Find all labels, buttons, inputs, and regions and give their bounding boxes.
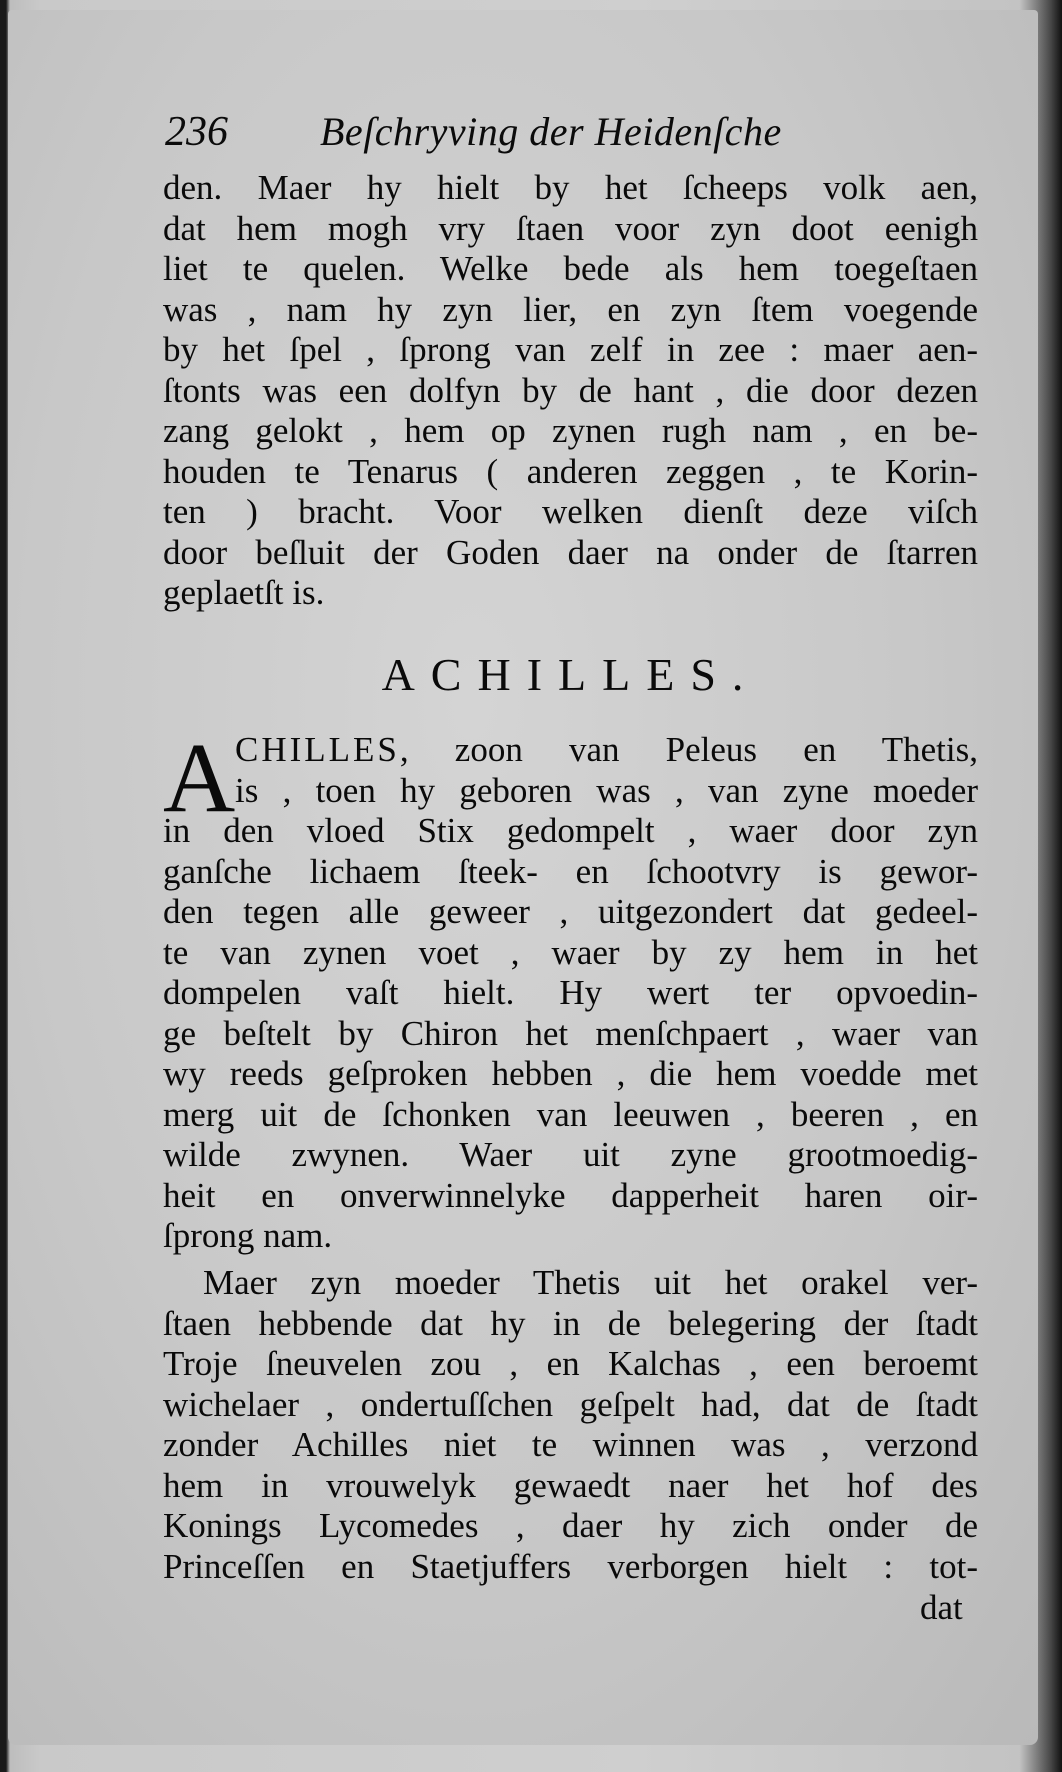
text-line: den. Maer hy hielt by het ſcheeps volk aen, xyxy=(163,168,978,207)
text-line: den tegen alle geweer , uitgezondert dat gedeel- xyxy=(163,892,978,931)
text-line: by het ſpel , ſprong van zelf in zee : maer aen- xyxy=(163,330,978,369)
text-line: was , nam hy zyn lier, en zyn ſtem voegende xyxy=(163,289,978,329)
text-line: ſtaen hebbende dat hy in de belegering der ſtadt xyxy=(163,1303,978,1343)
text-line: geplaetſt is. xyxy=(163,573,325,612)
first-line xyxy=(163,730,978,771)
catchword: dat xyxy=(920,1588,963,1627)
paragraph-continued xyxy=(163,168,978,614)
paragraph-achilles xyxy=(163,722,978,1257)
text-line: hem in vrouwelyk gewaedt naer het hof des xyxy=(163,1465,978,1505)
text-line: dat hem mogh vry ſtaen voor zyn doot eenigh xyxy=(163,208,978,248)
text-line: Konings Lycomedes , daer hy zich onder de xyxy=(163,1506,978,1545)
text-line: ten ) bracht. Voor welken dienſt deze viſch xyxy=(163,492,978,531)
drop-cap-initial: A xyxy=(163,722,236,833)
text-line: heit en onverwinnelyke dapperheit haren oir- xyxy=(163,1175,978,1215)
text-line: in den vloed Stix gedompelt , waer door zyn xyxy=(163,811,978,850)
text-line: dompelen vaſt hielt. Hy wert ter opvoedin- xyxy=(163,973,978,1012)
first-line-rest: , zoon van Peleus en Thetis, xyxy=(399,730,978,769)
text-line: ganſche lichaem ſteek- en ſchootvry is gewor- xyxy=(163,851,978,891)
text-line: Maer zyn moeder Thetis uit het orakel ver- xyxy=(203,1263,978,1302)
text-line: is , toen hy geboren was , van zyne moeder xyxy=(235,770,978,810)
text-line: wy reeds geſproken hebben , die hem voedde met xyxy=(163,1054,978,1093)
text-line: ſprong nam. xyxy=(163,1216,333,1255)
text-line: zonder Achilles niet te winnen was , verzond xyxy=(163,1425,978,1464)
text-line: merg uit de ſchonken van leeuwen , beeren , en xyxy=(163,1094,978,1134)
text-line: wichelaer , ondertuſſchen geſpelt had, dat de ſtadt xyxy=(163,1384,978,1424)
first-word-small-caps: CHILLES xyxy=(235,730,400,769)
paragraph-thetis xyxy=(163,1263,978,1587)
page-header xyxy=(165,108,985,164)
text-line: ge beſtelt by Chiron het menſchpaert , waer van xyxy=(163,1013,978,1053)
text-line: liet te quelen. Welke bede als hem toegeſtaen xyxy=(163,249,978,288)
text-line: Princeſſen en Staetjuffers verborgen hielt : tot- xyxy=(163,1546,978,1586)
section-title: ACHILLES. xyxy=(381,649,760,700)
text-line: houden te Tenarus ( anderen zeggen , te Korin- xyxy=(163,451,978,491)
text-line: zang gelokt , hem op zynen rugh nam , en be- xyxy=(163,411,978,450)
page-number: 236 xyxy=(165,109,228,155)
text-line: te van zynen voet , waer by zy hem in het xyxy=(163,932,978,972)
text-line: door beſluit der Goden daer na onder de ſtarren xyxy=(163,532,978,572)
text-line: wilde zwynen. Waer uit zyne grootmoedig- xyxy=(163,1135,978,1174)
running-head: Beſchryving der Heidenſche xyxy=(320,109,782,154)
text-line: ſtonts was een dolfyn by de hant , die door dezen xyxy=(163,370,978,410)
text-line: Troje ſneuvelen zou , en Kalchas , een beroemt xyxy=(163,1344,978,1383)
